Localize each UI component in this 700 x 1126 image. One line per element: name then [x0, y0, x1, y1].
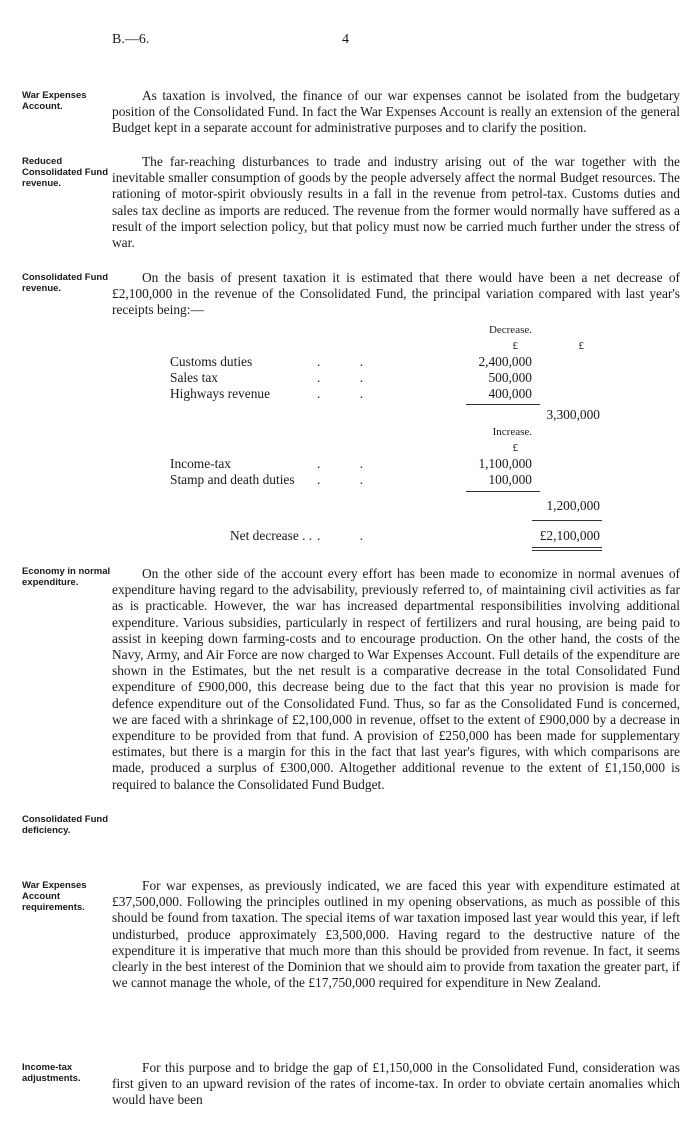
increase-heading: Increase. [492, 426, 532, 438]
table-row [112, 370, 680, 386]
leader-dots: . . [317, 472, 382, 487]
paragraph-revenue-estimate: On the basis of present taxation it is estimated that there would have been a net decrease of £2,100,000 in the revenue of the Consolidated Fund, the principal variation compared with last year's receipts being:— [112, 270, 680, 318]
rule [532, 550, 602, 551]
rule [466, 404, 540, 405]
leader-dots: . . [317, 354, 382, 369]
table-currency-row [112, 338, 680, 354]
row-label: Highways revenue [170, 386, 271, 401]
net-decrease-label: Net decrease . . [230, 528, 313, 543]
paragraph-war-expenses: As taxation is involved, the finance of our war expenses cannot be isolated from the budgetary position of the Consolidated Fund. In fact the War Expenses Account is really an extension of the general Budget kept in a separate account for administrative purposes and to clarify the position. [112, 88, 680, 136]
margin-note-reduced-revenue: Reduced Consolidated Fund revenue. [22, 156, 109, 189]
decrease-total-row [112, 402, 680, 424]
leader-dots: . . [317, 528, 382, 543]
leader-dots: . . [317, 386, 382, 401]
table-row [112, 354, 680, 370]
decrease-total: 3,300,000 [546, 407, 600, 422]
row-label: Sales tax [170, 370, 218, 385]
net-decrease-total: £2,100,000 [539, 528, 600, 543]
margin-note-economy: Economy in normal expenditure. [22, 566, 111, 588]
page-number: 4 [342, 32, 349, 47]
table-row [112, 386, 680, 402]
currency-symbol: £ [512, 340, 518, 352]
margin-note-fund-deficiency: Consolidated Fund deficiency. [22, 814, 109, 836]
increase-total: 1,200,000 [546, 498, 600, 513]
rule [466, 491, 540, 492]
table-row [112, 472, 680, 488]
rule [532, 520, 602, 521]
margin-note-war-requirements: War Expenses Account requirements. [22, 880, 87, 913]
currency-symbol: £ [512, 442, 518, 454]
table-currency-row [112, 440, 680, 456]
revenue-variation-table [112, 322, 680, 548]
margin-note-income-tax: Income-tax adjustments. [22, 1062, 81, 1084]
paragraph-war-requirements: For war expenses, as previously indicated, we are faced this year with expenditure estimated at £37,500,000. Following the principles outlined in my opening observations, as much as possible of this should be found from taxation. The special items of war taxation imposed last year would this year, if left undisturbed, produce approximately £3,500,000. Having regard to the destructive nature of the expenditure it is imperative that much more than this should be provided from revenue. In fact, it seems clearly in the best interest of the Dominion that we should aim to provide from taxation the greater part, if we cannot manage the whole, of the £17,750,000 required for expenditure in New Zealand. [112, 878, 680, 991]
net-decrease-row [112, 518, 680, 548]
row-amount: 100,000 [488, 472, 532, 487]
row-amount: 400,000 [488, 386, 532, 401]
currency-symbol: £ [578, 340, 584, 352]
row-amount: 500,000 [488, 370, 532, 385]
document-code: B.—6. [112, 32, 150, 47]
leader-dots: . . [317, 456, 382, 471]
row-label: Income-tax [170, 456, 231, 471]
paragraph-income-tax: For this purpose and to bridge the gap of £1,150,000 in the Consolidated Fund, consideration was first given to an upward revision of the rates of income-tax. In order to obviate certain anomalies which would have been [112, 1060, 680, 1108]
table-heading-decrease [112, 322, 680, 338]
table-heading-increase [112, 424, 680, 440]
table-row [112, 456, 680, 472]
row-label: Customs duties [170, 354, 253, 369]
paragraph-economy: On the other side of the account every effort has been made to economize in normal avenues of expenditure having regard to the advisability, previously referred to, of maintaining civil activities as far as is practicable. However, the war has increased departmental responsibilities involving additional expenditure. Various subsidies, particularly in respect of fertilizers and rural housing, are being paid to assist in keeping down farming-costs and to encourage production. On the other hand, the costs of the Navy, Army, and Air Force are now charged to War Expenses Account. Full details of the expenditure are shown in the Estimates, but the net result is a comparative decrease in the total Consolidated Fund expenditure of £900,000, this decrease being due to the fact that this year no provision is made for defence expenditure out of the Consolidated Fund. Thus, so far as the Consolidated Fund is concerned, we are faced with a shrinkage of £2,100,000 in revenue, offset to the extent of £900,000 by a decrease in expenditure to be provided from that fund. A provision of £250,000 has been made for supplementary estimates, but there is a margin for this in the fact that last year's figures, with which comparisons are made, produced a surplus of £300,000. Altogether additional revenue to the extent of £1,150,000 is required to balance the Consolidated Fund Budget. [112, 566, 680, 792]
leader-dots: . . [317, 370, 382, 385]
row-amount: 1,100,000 [478, 456, 532, 471]
row-label: Stamp and death duties [170, 472, 295, 487]
margin-note-war-expenses-account: War Expenses Account. [22, 90, 87, 112]
increase-total-row [112, 488, 680, 518]
paragraph-reduced-revenue: The far-reaching disturbances to trade and industry arising out of the war together with the inevitable smaller consumption of goods by the people adversely affect the normal Budget resources. The rationing of motor-spirit obviously results in a fall in the revenue from petrol-tax. Customs duties and sales tax decline as imports are reduced. The revenue from the former would normally have suffered as a result of the import selection policy, but that policy must now be carried much further under the stress of war. [112, 154, 680, 251]
row-amount: 2,400,000 [478, 354, 532, 369]
margin-note-consolidated-revenue: Consolidated Fund revenue. [22, 272, 109, 294]
rule [532, 547, 602, 548]
decrease-heading: Decrease. [488, 324, 532, 336]
